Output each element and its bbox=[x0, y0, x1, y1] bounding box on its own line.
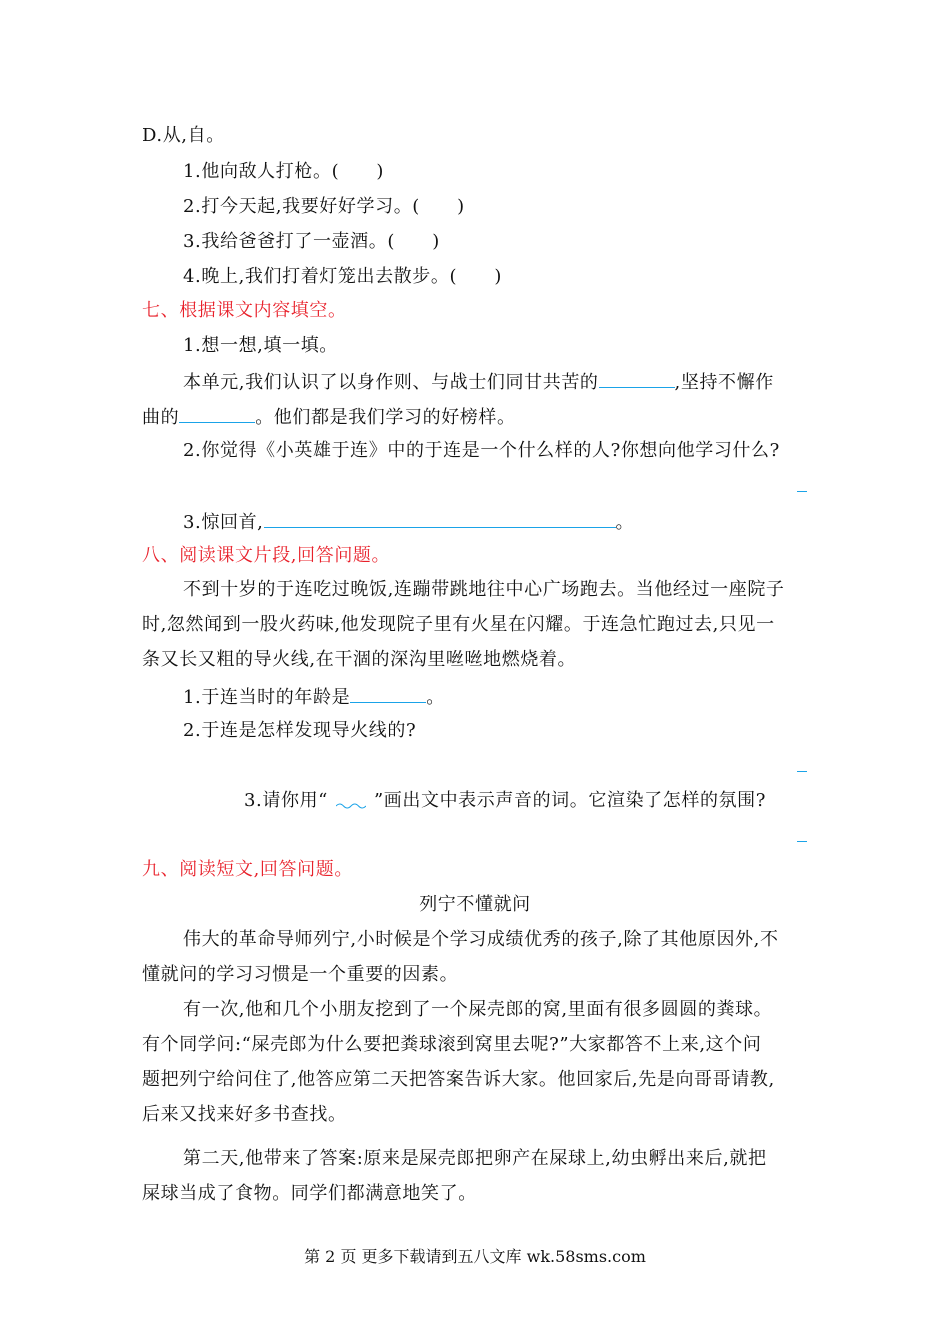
question-7-1-line-a bbox=[183, 369, 774, 395]
section-8-heading: 八、阅读课文片段,回答问题。 bbox=[142, 545, 391, 566]
question-7-1: 1.想一想,填一填。 bbox=[183, 335, 338, 356]
text: 。 bbox=[615, 512, 635, 533]
passage-9-line-1: 伟大的革命导师列宁,小时候是个学习成绩优秀的孩子,除了其他原因外,不 bbox=[183, 929, 779, 950]
passage-9-line-3: 有一次,他和几个小朋友挖到了一个屎壳郎的窝,里面有很多圆圆的粪球。 bbox=[183, 999, 773, 1020]
question-7-3 bbox=[183, 509, 634, 535]
question-8-3 bbox=[244, 789, 766, 813]
answer-blank[interactable] bbox=[599, 369, 675, 388]
passage-9-title: 列宁不懂就问 bbox=[419, 894, 531, 915]
answer-blank[interactable] bbox=[179, 404, 255, 423]
question-6-1: 1.他向敌人打枪。( ) bbox=[183, 161, 385, 182]
section-7-heading: 七、根据课文内容填空。 bbox=[142, 300, 347, 321]
option-d: D.从,自。 bbox=[142, 125, 225, 146]
answer-line-mark[interactable] bbox=[797, 491, 807, 492]
passage-9-line-2: 懂就问的学习习惯是一个重要的因素。 bbox=[142, 964, 459, 985]
text: 。他们都是我们学习的好榜样。 bbox=[255, 407, 516, 428]
text: ,坚持不懈作 bbox=[674, 372, 774, 393]
question-8-2: 2.于连是怎样发现导火线的? bbox=[183, 720, 417, 741]
passage-8-line-1: 不到十岁的于连吃过晚饭,连蹦带跳地往中心广场跑去。当他经过一座院子 bbox=[183, 579, 785, 600]
answer-line-mark[interactable] bbox=[797, 841, 807, 842]
wavy-underline-icon bbox=[336, 800, 366, 810]
question-8-1 bbox=[183, 684, 445, 710]
question-7-2: 2.你觉得《小英雄于连》中的于连是一个什么样的人?你想向他学习什么? bbox=[183, 440, 780, 461]
passage-9-line-8: 屎球当成了食物。同学们都满意地笑了。 bbox=[142, 1183, 477, 1204]
question-6-3: 3.我给爸爸打了一壶酒。( ) bbox=[183, 231, 440, 252]
passage-8-line-3: 条又长又粗的导火线,在干涸的深沟里咝咝地燃烧着。 bbox=[142, 649, 577, 670]
text: 曲的 bbox=[142, 407, 180, 428]
answer-blank[interactable] bbox=[264, 509, 616, 528]
text: 1.于连当时的年龄是 bbox=[183, 687, 351, 708]
question-6-4: 4.晚上,我们打着灯笼出去散步。( ) bbox=[183, 266, 502, 287]
text: ”画出文中表示声音的词。它渲染了怎样的氛围? bbox=[373, 790, 767, 811]
passage-9-line-4: 有个同学问:“屎壳郎为什么要把粪球滚到窝里去呢?”大家都答不上来,这个问 bbox=[142, 1034, 762, 1055]
text: 。 bbox=[426, 687, 445, 708]
section-9-heading: 九、阅读短文,回答问题。 bbox=[142, 859, 353, 880]
passage-9-line-5: 题把列宁给问住了,他答应第二天把答案告诉大家。他回家后,先是向哥哥请教, bbox=[142, 1069, 775, 1090]
answer-blank[interactable] bbox=[350, 684, 426, 703]
answer-line-mark[interactable] bbox=[797, 771, 807, 772]
text: 本单元,我们认识了以身作则、与战士们同甘共苦的 bbox=[183, 372, 599, 393]
question-7-1-line-b bbox=[142, 404, 516, 430]
passage-8-line-2: 时,忽然闻到一股火药味,他发现院子里有火星在闪耀。于连急忙跑过去,只见一 bbox=[142, 614, 775, 635]
text: 3.请你用“ bbox=[244, 790, 328, 811]
question-6-2: 2.打今天起,我要好好学习。( ) bbox=[183, 196, 465, 217]
passage-9-line-6: 后来又找来好多书查找。 bbox=[142, 1104, 347, 1125]
passage-9-line-7: 第二天,他带来了答案:原来是屎壳郎把卵产在屎球上,幼虫孵出来后,就把 bbox=[183, 1148, 767, 1169]
text: 3.惊回首, bbox=[183, 512, 264, 533]
page-footer: 第 2 页 更多下载请到五八文库 wk.58sms.com bbox=[304, 1247, 646, 1266]
